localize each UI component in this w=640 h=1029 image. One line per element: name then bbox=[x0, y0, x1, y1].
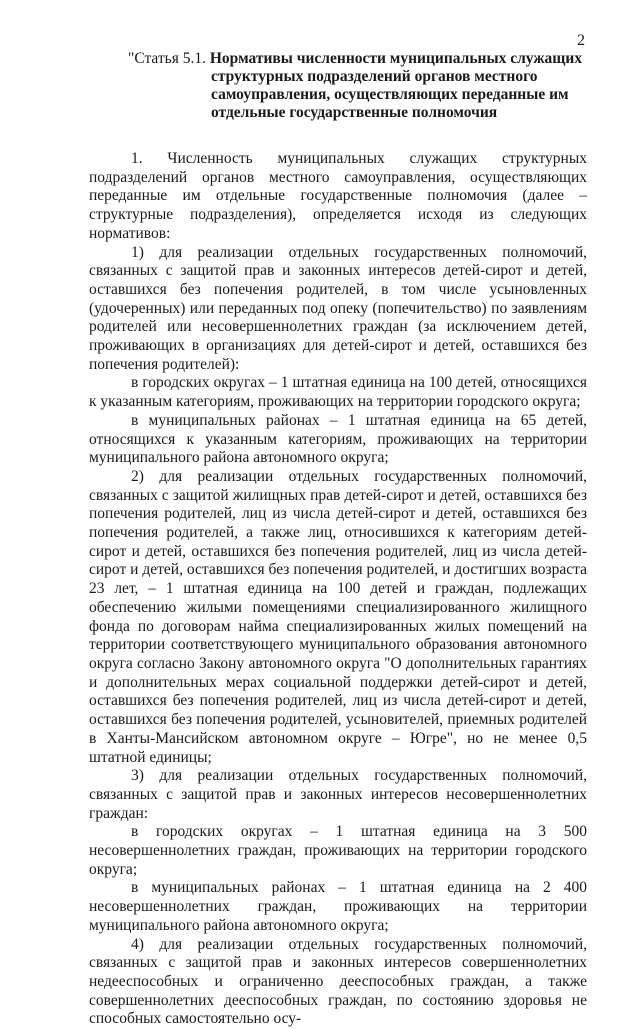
article-title-line-1: Нормативы численности муниципальных служащих bbox=[209, 50, 583, 67]
paragraph-1: 1. Численность муниципальных служащих структурных подразделений органов местного самоуправления, осуществляющих переданные им отдельные государственные полномочия (далее – структурные подразделения), определяется исходя из следующих нормативов: bbox=[89, 150, 587, 242]
article-title-line-2: структурных подразделений органов местного bbox=[211, 68, 538, 85]
paragraph-item-1-urban: в городских округах – 1 штатная единица на 100 детей, относящихся к указанным категориям, проживающих на территории городского округа; bbox=[89, 374, 587, 411]
paragraph-item-1-district: в муниципальных районах – 1 штатная единица на 65 детей, относящихся к указанным категориям, проживающих на территории муниципального района автономного округа; bbox=[89, 411, 587, 467]
paragraph-item-1: 1) для реализации отдельных государственных полномочий, связанных с защитой прав и законных интересов детей-сирот и детей, оставшихся без попечения родителей, в том числе усыновленных (удочеренных) или переданных под опеку (попечительство) по заявлениям родителей или несовершеннолетних граждан (за исключением детей, проживающих в организациях для детей-сирот и детей, оставшихся без попечения родителей): bbox=[89, 243, 587, 373]
paragraph-item-2: 2) для реализации отдельных государственных полномочий, связанных с защитой жилищных прав детей-сирот и детей, оставшихся без попечения родителей, лиц из числа детей-сирот и детей, оставшихся без попечения родителей, а также лиц, относившихся к категориям детей-сирот и детей, оставшихся без попечения родителей, лиц из числа детей-сирот и детей, оставшихся без попечения родителей, и достигших возраста 23 лет, – 1 штатная единица на 100 детей и граждан, подлежащих обеспечению жилыми помещениями специализированного жилищного фонда по договорам найма специализированных жилых помещений на территории соответствующего муниципального образования автономного округа согласно Закону автономного округа "О дополнительных гарантиях и дополнительных мерах социальной поддержки детей-сирот и детей, оставшихся без попечения родителей, лиц из числа детей-сирот и детей, оставшихся без попечения родителей, усыновителей, приемных родителей в Ханты-Мансийском автономном округе – Югре", но не менее 0,5 штатной единицы; bbox=[89, 467, 587, 766]
page-number: 2 bbox=[577, 32, 585, 49]
paragraph-item-3-urban: в городских округах – 1 штатная единица на 3 500 несовершеннолетних граждан, проживающих на территории городского округа; bbox=[89, 823, 587, 878]
article-title-line-4: отдельные государственные полномочия bbox=[211, 104, 498, 121]
paragraph-item-4: 4) для реализации отдельных государственных полномочий, связанных с защитой прав и законных интересов совершеннолетних недееспособных и ограниченно дееспособных граждан, а также совершеннолетних дееспособных граждан, по состоянию здоровья не способных самостоятельно осу- bbox=[89, 935, 587, 1028]
article-heading bbox=[128, 50, 598, 122]
article-title-line-3: самоуправления, осуществляющих переданные им bbox=[211, 86, 569, 103]
paragraph-item-3: 3) для реализации отдельных государственных полномочий, связанных с защитой прав и законных интересов несовершеннолетних граждан: bbox=[89, 767, 587, 822]
article-body bbox=[89, 150, 587, 1029]
paragraph-item-3-district: в муниципальных районах – 1 штатная единица на 2 400 несовершеннолетних граждан, проживающих на территории муниципального района автономного округа; bbox=[89, 879, 587, 934]
article-number: "Статья 5.1. bbox=[128, 50, 210, 67]
